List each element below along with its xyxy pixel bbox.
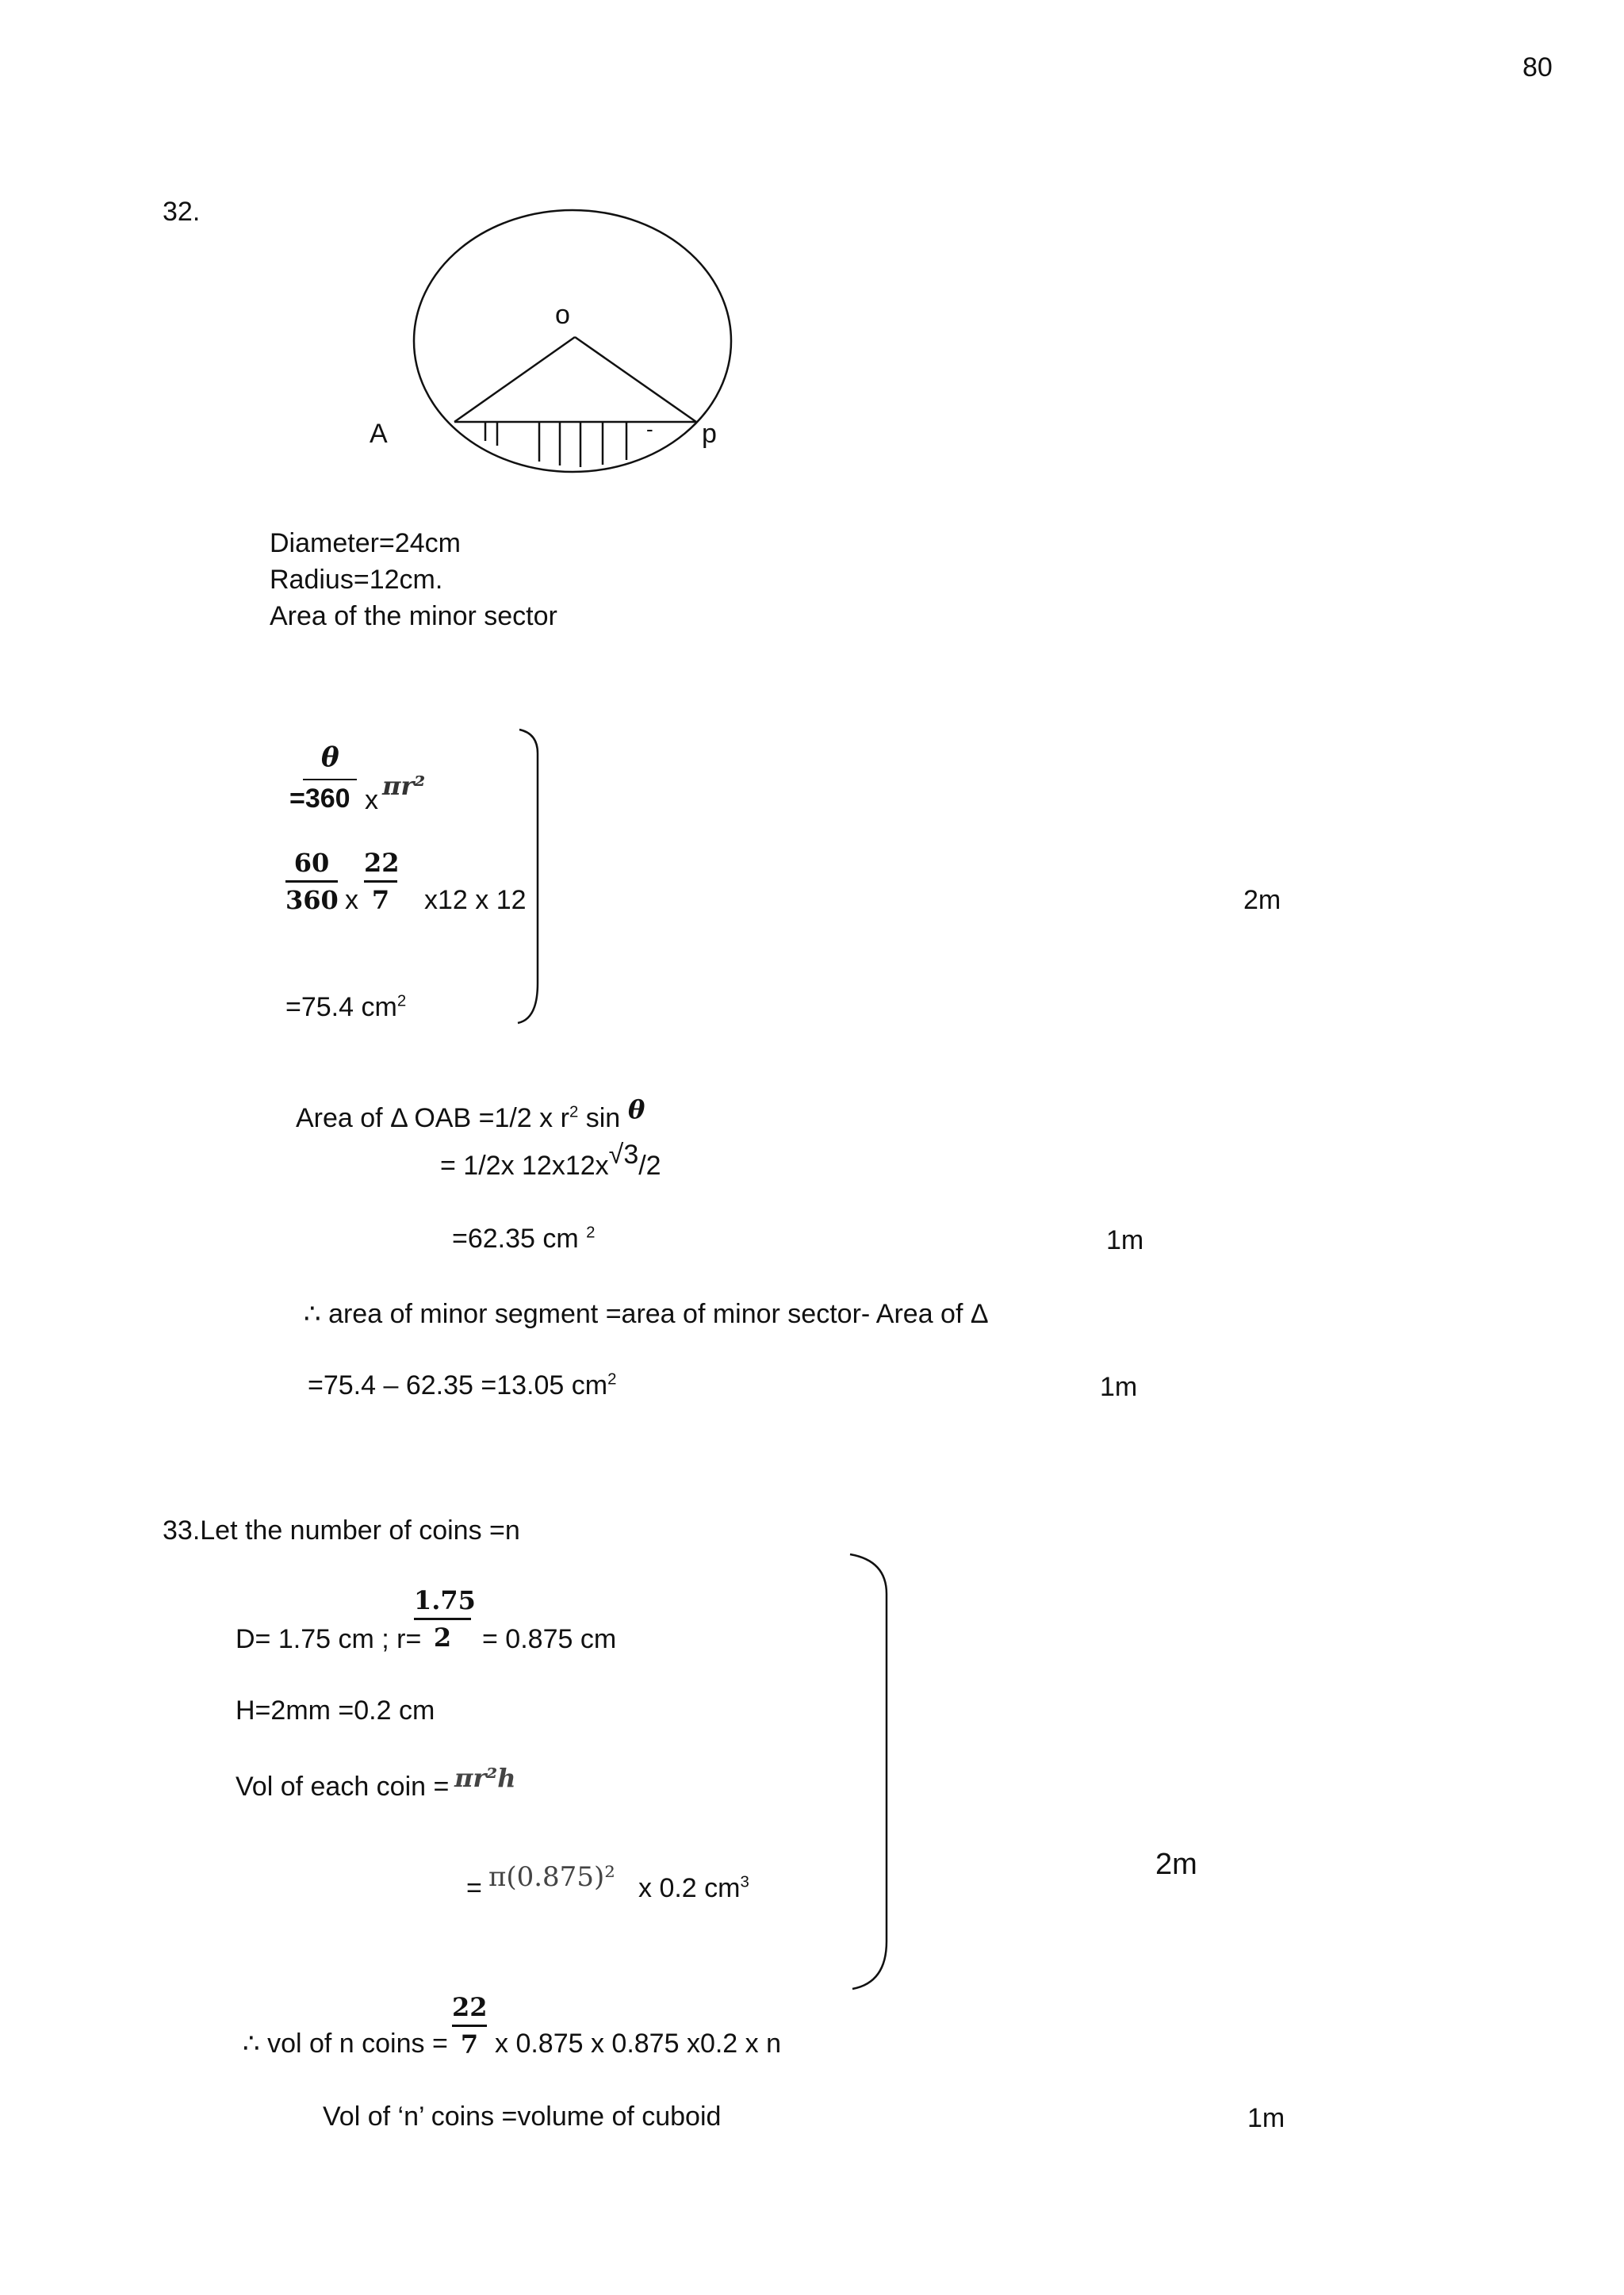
triangle-area-line: Area of Δ OAB =1/2 x $r^2$ sin	[296, 1103, 621, 1133]
label-a: A	[370, 419, 388, 449]
segment-statement: ∴ area of minor segment =area of minor sector- Area of Δ	[304, 1299, 989, 1329]
fraction-denominator: 7	[460, 2029, 479, 2059]
theta-numerator: θ	[321, 741, 339, 773]
sector-calc-tail: x12 x 12	[424, 885, 527, 915]
height-line: H=2mm =0.2 cm	[236, 1695, 435, 1726]
q33-heading: 33.Let the number of coins =n	[163, 1515, 520, 1546]
radius-line: Radius=12cm.	[270, 565, 443, 595]
times-sign: x	[365, 785, 378, 815]
cuboid-line: Vol of ‘n’ coins =volume of cuboid	[323, 2102, 722, 2132]
n-coins-volume-line: ∴ vol of n coins =	[243, 2029, 448, 2059]
fraction-60-360	[285, 850, 338, 913]
triangle-calc-line: = 1/2x 12x12x√3/2	[440, 1140, 661, 1181]
fraction-denominator: 360	[285, 885, 339, 915]
sector-result: =75.4 $cm^2$	[285, 992, 407, 1022]
fraction-numerator: 60	[293, 848, 330, 878]
fraction-22-7	[452, 1994, 487, 2057]
page-number: 80	[1522, 52, 1553, 82]
theta-fraction-bar	[303, 779, 357, 780]
q33-brace	[850, 1554, 887, 1989]
n-coins-volume-calc: x 0.875 x 0.875 x0.2 x n	[495, 2029, 782, 2059]
diameter-radius-line: D= 1.75 cm ; r=	[236, 1624, 422, 1654]
fraction-denominator: 7	[371, 885, 390, 915]
mark-2m: 2m	[1243, 885, 1281, 915]
circle-outline	[414, 210, 731, 472]
mark-1m: 1m	[1100, 1372, 1138, 1402]
label-p: p	[702, 419, 717, 449]
radius-oa	[454, 337, 575, 422]
triangle-result: =62.35 cm $^2$	[452, 1224, 596, 1254]
theta-symbol: θ	[628, 1094, 645, 1125]
radius-value: = 0.875 cm	[482, 1624, 617, 1654]
mark-2m: 2m	[1155, 1848, 1197, 1881]
radius-op	[575, 337, 696, 422]
vol-tail: x 0.2 $cm^3$	[638, 1873, 749, 1903]
fraction-denominator: 2	[433, 1623, 452, 1653]
fraction-1.75-2	[414, 1585, 476, 1653]
q32-number: 32.	[163, 197, 201, 227]
vol-each-coin-line: Vol of each coin =	[236, 1772, 450, 1802]
fraction-numerator: 1.75	[414, 1585, 476, 1615]
fraction-numerator: 22	[364, 848, 400, 878]
minor-sector-heading: Area of the minor sector	[270, 601, 557, 631]
diameter-line: Diameter=24cm	[270, 528, 461, 558]
segment-result: =75.4 – 62.35 =13.05 $cm^2$	[308, 1370, 617, 1400]
fraction-22-7	[364, 848, 400, 915]
vol-formula: πr²h	[454, 1763, 516, 1793]
times-sign: x	[345, 885, 358, 915]
root-3: √3	[608, 1140, 639, 1170]
sector-brace	[518, 730, 538, 1023]
label-o: o	[555, 300, 570, 330]
pi-r-squared: πr²	[382, 771, 426, 801]
sector-eq-denominator: =360	[289, 784, 350, 814]
mark-1m: 1m	[1106, 1225, 1144, 1255]
vol-expression: π(0.875)²	[488, 1861, 615, 1893]
vol-eq-sign: =	[466, 1873, 482, 1903]
mark-1m: 1m	[1247, 2103, 1285, 2133]
figure-dash: -	[646, 417, 653, 441]
fraction-numerator: 22	[452, 1992, 488, 2022]
